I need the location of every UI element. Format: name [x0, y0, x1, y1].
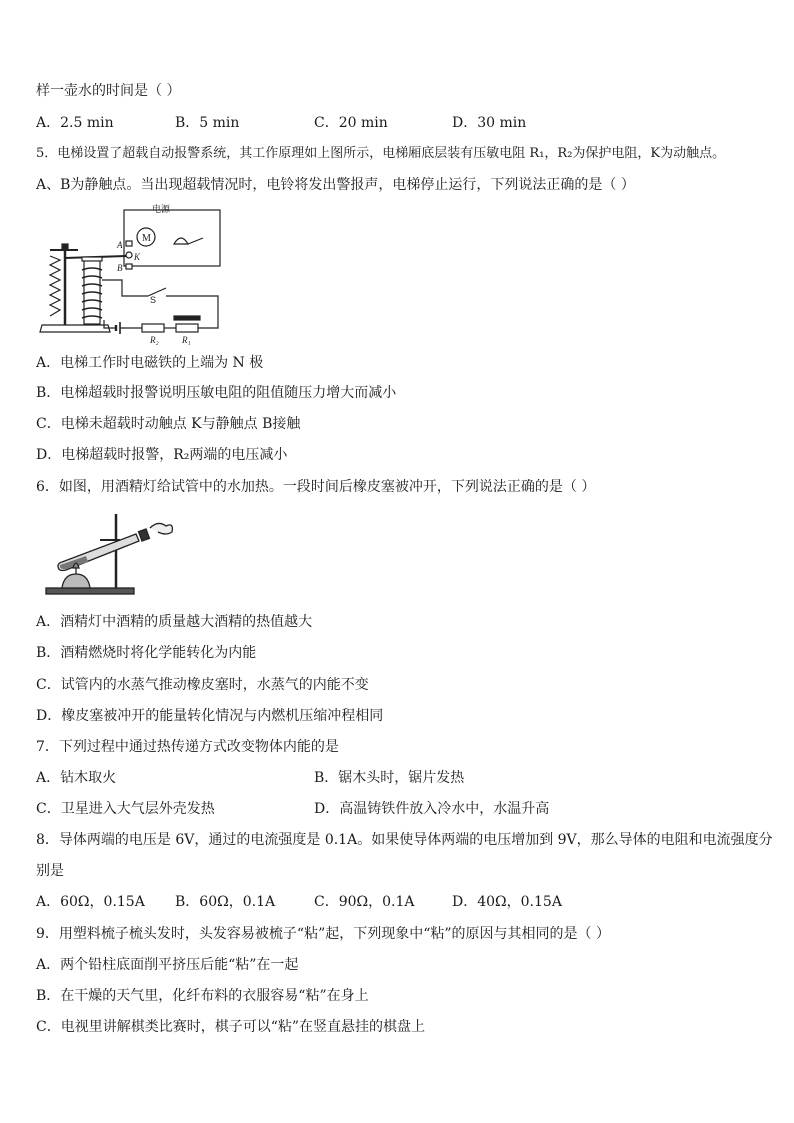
label-contact-b: B — [117, 263, 123, 273]
elevator-alarm-circuit-diagram — [38, 200, 228, 350]
question-7-stem: 7．下列过程中通过热传递方式改变物体内能的是 — [36, 739, 339, 755]
q5-option-b: B．电梯超载时报警说明压敏电阻的阻值随压力增大而减小 — [36, 385, 397, 401]
option-c: C．20 min — [314, 115, 388, 131]
q7-option-c: C．卫星进入大气层外壳发热 — [36, 801, 215, 817]
label-switch-s: S — [150, 295, 157, 305]
q9-option-b: B．在干燥的天气里，化纤布料的衣服容易“粘”在身上 — [36, 988, 369, 1004]
q5-option-a: A．电梯工作时电磁铁的上端为 N 极 — [36, 355, 264, 371]
bell-symbol — [174, 238, 188, 244]
label-power: 电源 — [152, 204, 171, 214]
question-5-stem-line1: 5．电梯设置了超载自动报警系统，其工作原理如上图所示，电梯厢底层装有压敏电阻 R₁，R₂为保护电阻，K为动触点。 — [36, 146, 726, 161]
q9-option-a: A．两个铅柱底面削平挤压后能“粘”在一起 — [36, 957, 299, 973]
q8-option-d: D．40Ω，0.15A — [452, 894, 562, 910]
label-contact-a: A — [117, 240, 123, 250]
q8-option-a: A．60Ω，0.15A — [36, 894, 145, 910]
label-contact-k: K — [134, 252, 141, 262]
question-5-stem-line2: A、B为静触点。当出现超载情况时，电铃将发出警报声，电梯停止运行，下列说法正确的是（ ） — [36, 177, 635, 193]
resistor-r2 — [142, 324, 164, 332]
option-b: B．5 min — [175, 115, 240, 131]
q7-option-d: D．高温铸铁件放入冷水中，水温升高 — [314, 801, 550, 817]
q7-option-b: B．锯木头时，锯片发热 — [314, 770, 465, 786]
alcohol-lamp — [62, 574, 90, 588]
stand-base — [40, 325, 110, 332]
option-d: D．30 min — [452, 115, 527, 131]
q5-option-d: D．电梯超载时报警，R₂两端的电压减小 — [36, 447, 288, 463]
stand-base-plate — [46, 588, 134, 594]
q6-option-a: A．酒精灯中酒精的质量越大酒精的热值越大 — [36, 614, 313, 630]
q5-option-c: C．电梯未超载时动触点 K与静触点 B接触 — [36, 416, 301, 432]
rubber-stopper — [139, 529, 150, 541]
question-9-stem: 9．用塑料梳子梳头发时，头发容易被梳子“粘”起，下列现象中“粘”的原因与其相同的是（ ） — [36, 926, 610, 942]
label-r1: R₁ — [182, 335, 191, 345]
option-a: A．2.5 min — [36, 115, 114, 131]
test-tube-heating-figure — [40, 510, 180, 596]
label-motor: M — [142, 233, 151, 244]
q8-option-c: C．90Ω，0.1A — [314, 894, 415, 910]
question-stem: 样一壶水的时间是（ ） — [36, 83, 181, 99]
question-8-stem-line2: 别是 — [36, 863, 64, 879]
q6-option-b: B．酒精燃烧时将化学能转化为内能 — [36, 645, 257, 661]
q9-option-c: C．电视里讲解棋类比赛时，棋子可以“粘”在竖直悬挂的棋盘上 — [36, 1019, 426, 1035]
q8-option-b: B．60Ω，0.1A — [175, 894, 276, 910]
question-6-stem: 6．如图，用酒精灯给试管中的水加热。一段时间后橡皮塞被冲开，下列说法正确的是（ ） — [36, 479, 596, 495]
q6-option-d: D．橡皮塞被冲开的能量转化情况与内燃机压缩冲程相同 — [36, 708, 384, 724]
resistor-r1 — [176, 324, 198, 332]
question-8-stem-line1: 8．导体两端的电压是 6V，通过的电流强度是 0.1A。如果使导体两端的电压增加到 9V，那么导体的电阻和电流强度分 — [36, 832, 773, 848]
q6-option-c: C．试管内的水蒸气推动橡皮塞时，水蒸气的内能不变 — [36, 677, 369, 693]
spring-symbol — [50, 256, 60, 316]
q7-option-a: A．钻木取火 — [36, 770, 117, 786]
label-r2: R₂ — [150, 335, 159, 345]
